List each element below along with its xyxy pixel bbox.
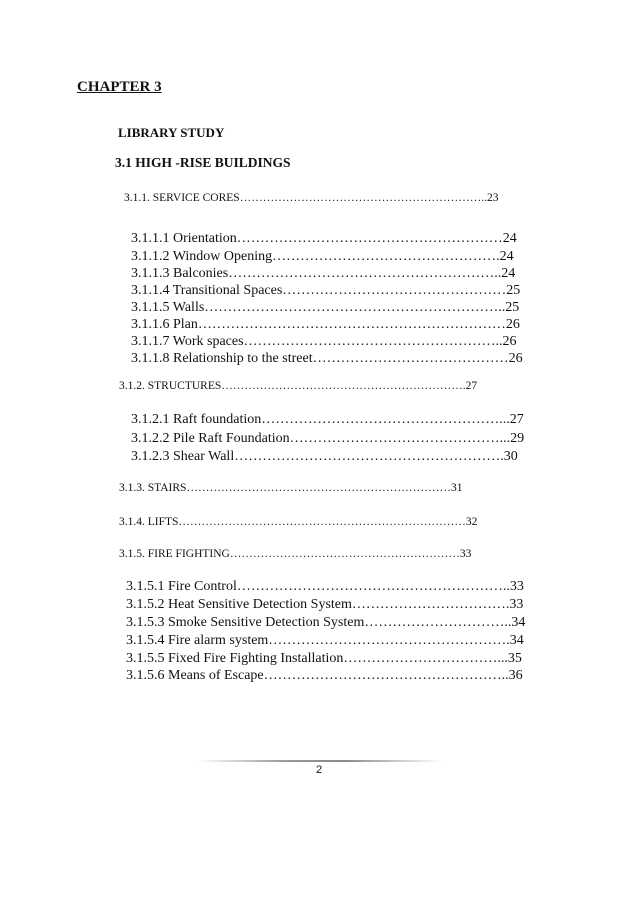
toc-entry-raft-foundation: 3.1.2.1 Raft foundation……………………………………………...27 — [131, 413, 524, 427]
toc-entry-fire-control: 3.1.5.1 Fire Control…………………………………………………..33 — [126, 580, 524, 594]
toc-entry-pile-raft-foundation: 3.1.2.2 Pile Raft Foundation………………………………………...29 — [131, 432, 525, 446]
toc-entry-orientation: 3.1.1.1 Orientation…………………………………………………24 — [131, 232, 517, 246]
toc-entry-heat-detection: 3.1.5.2 Heat Sensitive Detection System…………………………….33 — [126, 598, 524, 612]
library-study-heading: LIBRARY STUDY — [118, 125, 225, 140]
toc-entry-stairs: 3.1.3. STAIRS……………………………………………………………31 — [119, 483, 463, 494]
toc-entry-balconies: 3.1.1.3 Balconies…………………………………………………..24 — [131, 267, 516, 281]
footer-divider — [198, 760, 442, 762]
toc-entry-fire-alarm: 3.1.5.4 Fire alarm system…………………………………………….34 — [126, 634, 524, 648]
toc-entry-window-opening: 3.1.1.2 Window Opening………………………………………….24 — [131, 250, 514, 264]
page-number: 2 — [315, 764, 323, 776]
toc-entry-shear-wall: 3.1.2.3 Shear Wall………………………………………………….30 — [131, 450, 518, 464]
toc-entry-fixed-fire-fighting: 3.1.5.5 Fixed Fire Fighting Installation……………………………...35 — [126, 652, 522, 666]
toc-entry-service-cores: 3.1.1. SERVICE CORES………………………………………………………..23 — [124, 193, 499, 204]
toc-entry-plan: 3.1.1.6 Plan…………………………………………………………26 — [131, 318, 520, 332]
toc-entry-work-spaces: 3.1.1.7 Work spaces………………………………………………..26 — [131, 335, 517, 349]
toc-entry-relationship-street: 3.1.1.8 Relationship to the street……………………………………26 — [131, 352, 523, 366]
toc-entry-smoke-detection: 3.1.5.3 Smoke Sensitive Detection System…………………………..34 — [126, 616, 526, 630]
toc-entry-lifts: 3.1.4. LIFTS…………………………………………………………………32 — [119, 517, 478, 528]
toc-entry-walls: 3.1.1.5 Walls………………………………………………………..25 — [131, 301, 520, 315]
toc-entry-transitional-spaces: 3.1.1.4 Transitional Spaces…………………………………………25 — [131, 284, 521, 298]
toc-entry-means-of-escape: 3.1.5.6 Means of Escape……………………………………………..36 — [126, 669, 523, 683]
section-heading: 3.1 HIGH -RISE BUILDINGS — [115, 155, 291, 170]
toc-entry-structures: 3.1.2. STRUCTURES……………………………………………………….27 — [119, 381, 478, 392]
toc-entry-fire-fighting: 3.1.5. FIRE FIGHTING……………………………………………………33 — [119, 549, 472, 560]
chapter-heading: CHAPTER 3 — [77, 79, 162, 95]
